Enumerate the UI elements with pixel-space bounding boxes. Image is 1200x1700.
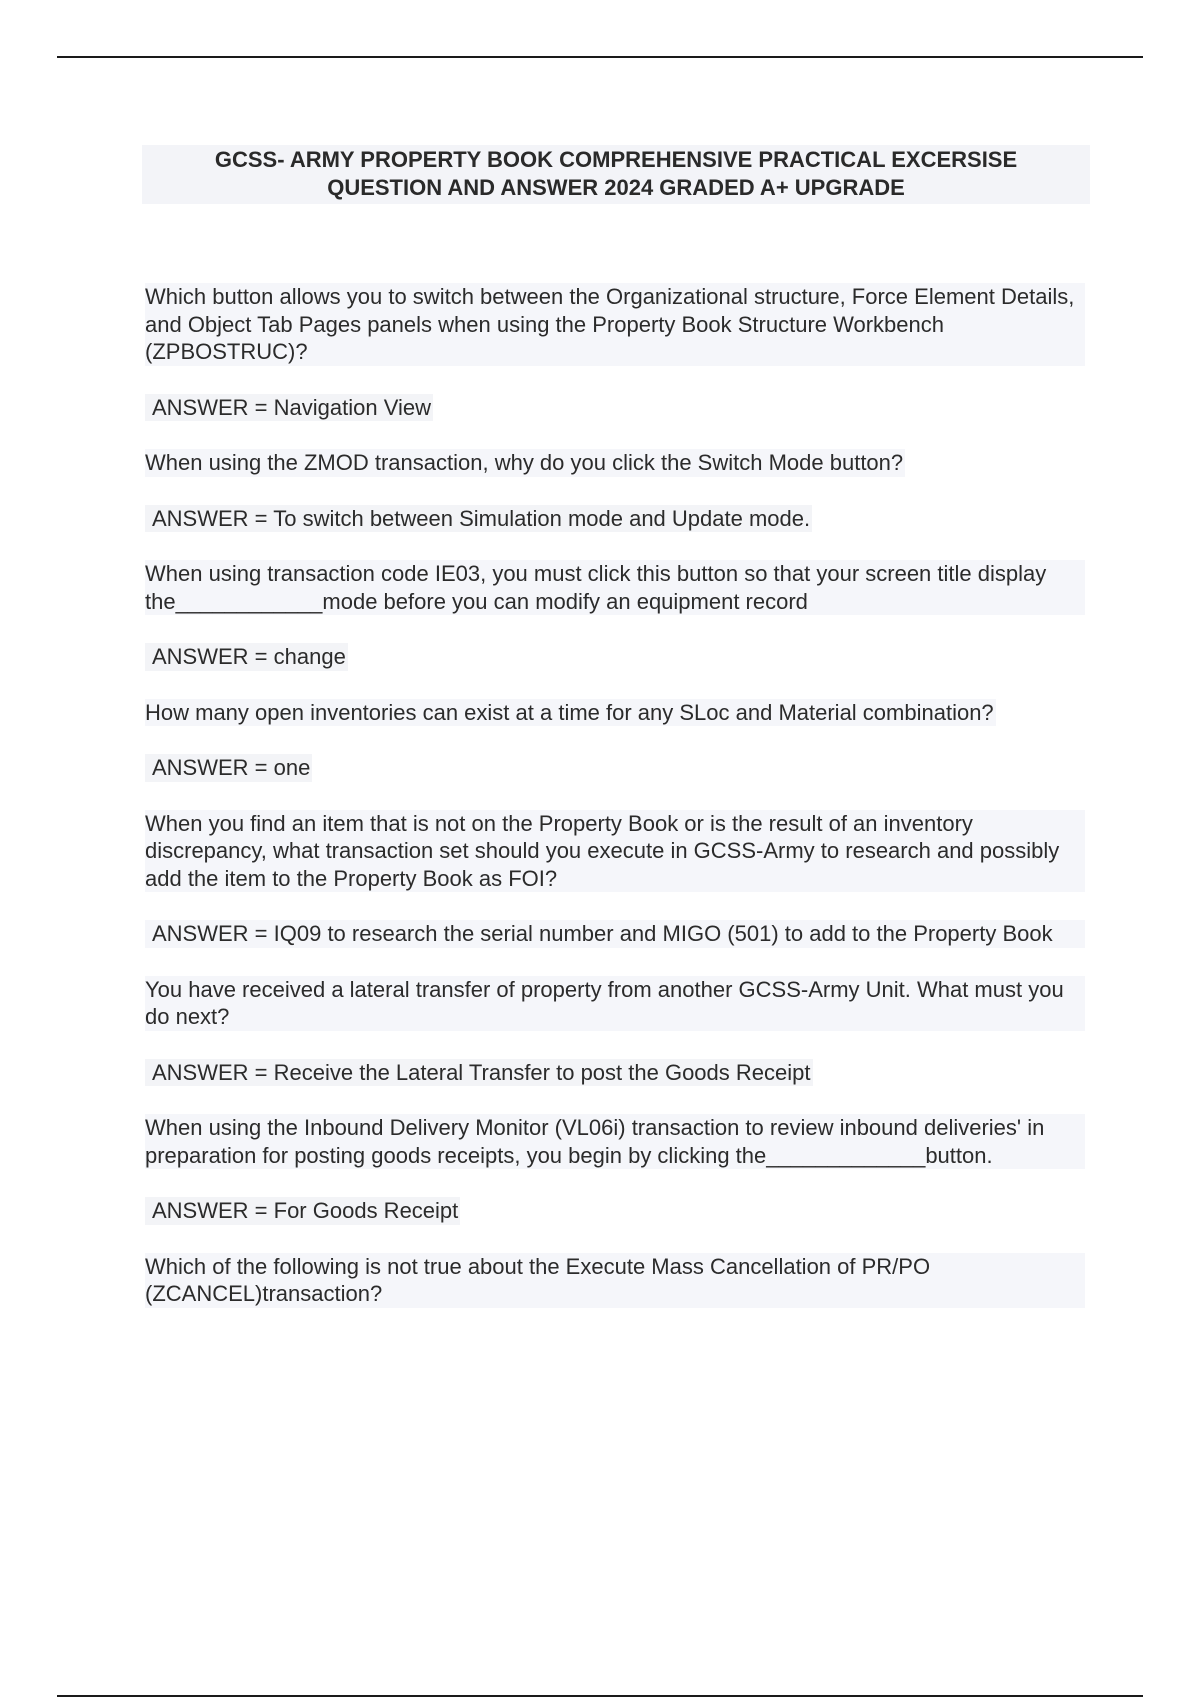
answer-text: ANSWER = IQ09 to research the serial number and MIGO (501) to add to the Property Book <box>145 920 1085 948</box>
qa-answer <box>145 754 1085 782</box>
qa-item <box>145 810 1085 893</box>
question-text: Which button allows you to switch between the Organizational structure, Force Element Details, and Object Tab Pages panels when using the Property Book Structure Workbench (ZPBOSTRUC)? <box>145 283 1085 366</box>
question-text: You have received a lateral transfer of property from another GCSS-Army Unit. What must you do next? <box>145 976 1085 1031</box>
answer-text: ANSWER = Receive the Lateral Transfer to post the Goods Receipt <box>145 1059 813 1087</box>
qa-answer <box>145 1197 1085 1225</box>
qa-answer <box>145 920 1085 948</box>
qa-item <box>145 1114 1085 1169</box>
qa-item <box>145 283 1085 366</box>
header-rule <box>57 56 1143 58</box>
title-line-1: GCSS- ARMY PROPERTY BOOK COMPREHENSIVE PRACTICAL EXCERSISE <box>214 147 1018 172</box>
question-text: When you find an item that is not on the Property Book or is the result of an inventory discrepancy, what transaction set should you execute in GCSS-Army to research and possibly add the item to the Property Book as FOI? <box>145 810 1085 893</box>
answer-text: ANSWER = To switch between Simulation mode and Update mode. <box>145 505 812 533</box>
question-text: Which of the following is not true about the Execute Mass Cancellation of PR/PO (ZCANCEL)transaction? <box>145 1253 1085 1308</box>
qa-answer <box>145 505 1085 533</box>
answer-text: ANSWER = For Goods Receipt <box>145 1197 460 1225</box>
answer-text: ANSWER = Navigation View <box>145 394 433 422</box>
qa-item <box>145 560 1085 615</box>
qa-item <box>145 1253 1085 1308</box>
title-line-2: QUESTION AND ANSWER 2024 GRADED A+ UPGRADE <box>327 175 905 200</box>
footer-rule <box>57 1695 1143 1697</box>
qa-item <box>145 976 1085 1031</box>
qa-item <box>145 449 1085 477</box>
question-text: How many open inventories can exist at a time for any SLoc and Material combination? <box>145 699 994 725</box>
qa-item <box>145 699 1085 727</box>
qa-answer <box>145 1059 1085 1087</box>
qa-list <box>145 283 1085 1336</box>
question-text: When using the ZMOD transaction, why do you click the Switch Mode button? <box>145 450 904 475</box>
qa-answer <box>145 394 1085 422</box>
answer-text: ANSWER = one <box>145 754 312 782</box>
answer-text: ANSWER = change <box>145 643 348 671</box>
question-text: When using transaction code IE03, you must click this button so that your screen title display the____________mode before you can modify an equipment record <box>145 560 1085 615</box>
document-title <box>142 145 1090 204</box>
qa-answer <box>145 643 1085 671</box>
question-text: When using the Inbound Delivery Monitor (VL06i) transaction to review inbound deliveries' in preparation for posting goods receipts, you begin by clicking the_____________button. <box>145 1114 1085 1169</box>
